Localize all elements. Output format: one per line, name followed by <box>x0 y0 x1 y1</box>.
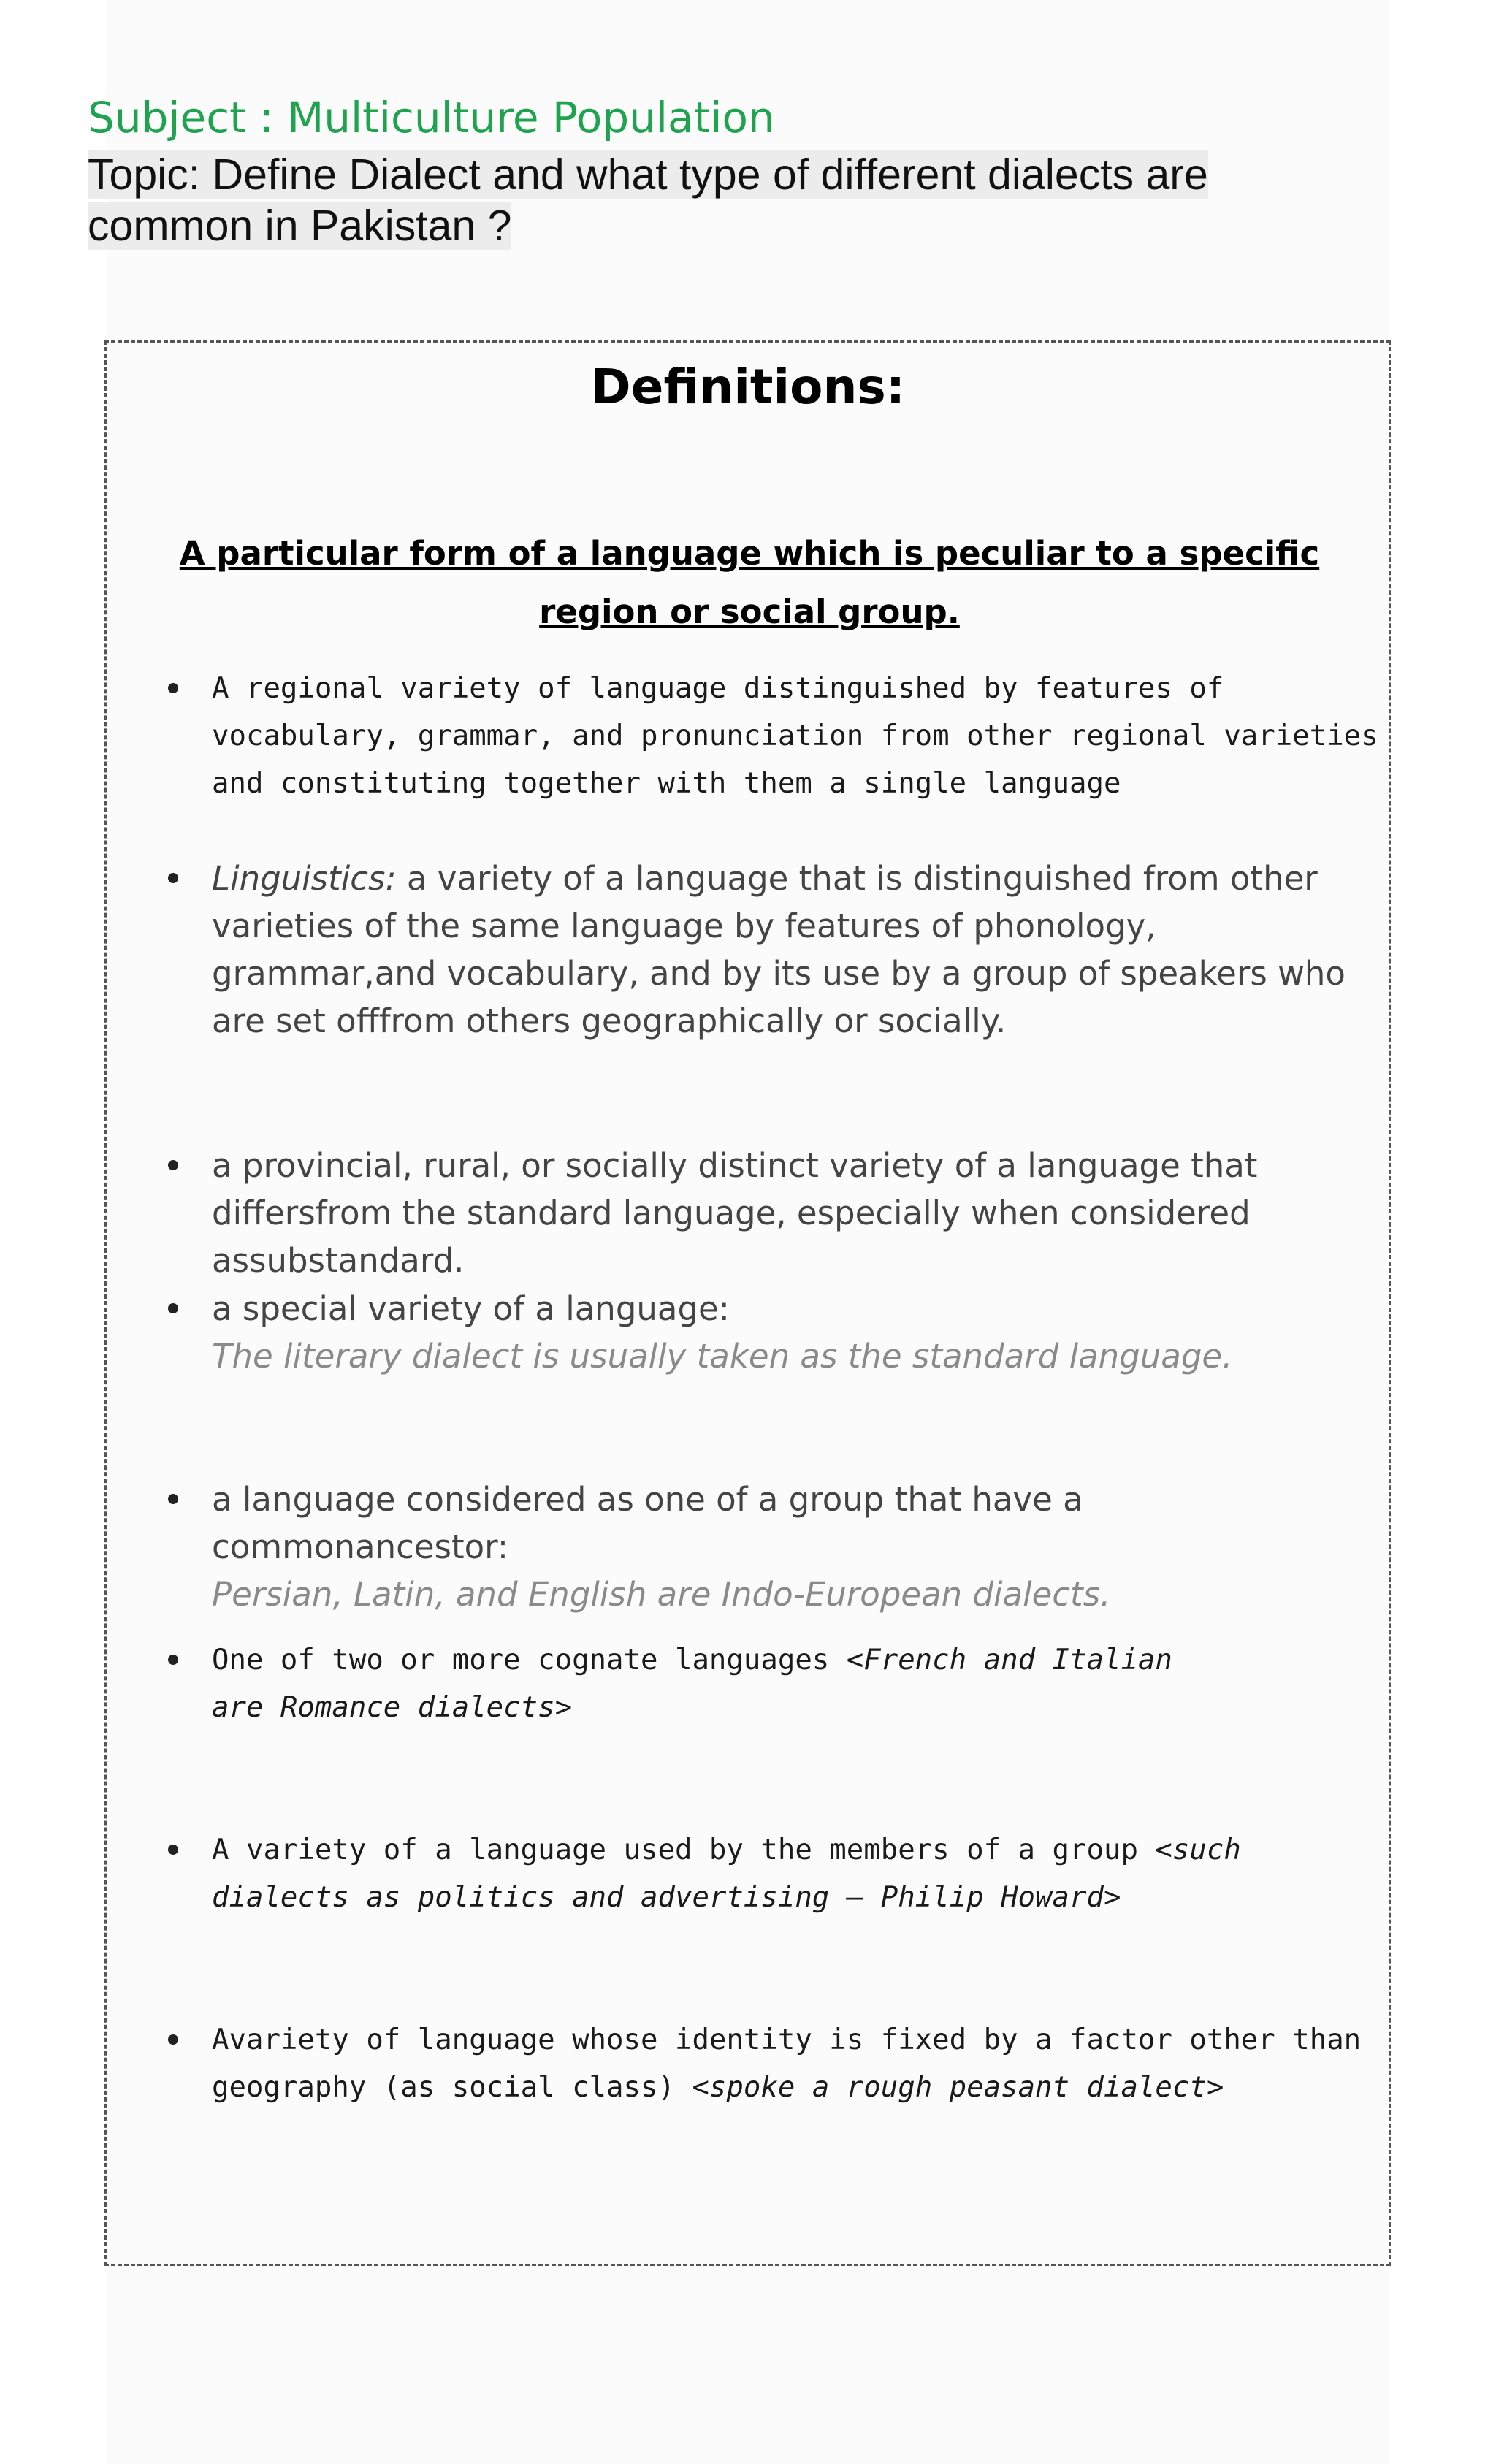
definition-item-1 <box>212 665 1381 807</box>
topic-heading <box>88 149 1271 251</box>
definition-item-3 <box>212 1142 1381 1284</box>
definition-example: <French and Italian are Romance dialects> <box>212 1644 1172 1724</box>
definition-text: a variety of a language that is distinguished from other varieties of the same language by features of phonology, grammar,and vocabulary, and by its use by a group of speakers who are set offfrom others geographically or socially. <box>212 859 1346 1040</box>
bullet-icon <box>168 1494 178 1504</box>
bullet-icon <box>168 2034 178 2045</box>
topic-text: Topic: Define Dialect and what type of different dialects are common in Pakistan ? <box>88 150 1208 250</box>
definition-item-6 <box>212 1636 1220 1731</box>
bullet-icon <box>168 1845 178 1855</box>
definition-text: a provincial, rural, or socially distinct variety of a language that differsfrom the standard language, especially when considered assubstandard. <box>212 1146 1258 1280</box>
bullet-icon <box>168 873 178 883</box>
main-definition: A particular form of a language which is peculiar to a specific region or social group. <box>179 534 1320 631</box>
bullet-icon <box>168 683 178 693</box>
bullet-icon <box>168 1303 178 1313</box>
definitions-title: Definitions: <box>590 359 906 415</box>
definition-example: The literary dialect is usually taken as the standard language. <box>212 1337 1233 1376</box>
definition-item-5 <box>212 1476 1381 1618</box>
definition-item-7 <box>212 1826 1381 1921</box>
definition-lead: Linguistics: <box>212 859 397 898</box>
definition-text: Avariety of language whose identity is fixed by a factor other than geography (as social class) <box>212 2024 1362 2104</box>
definition-item-8 <box>212 2016 1381 2111</box>
bullet-icon <box>168 1160 178 1170</box>
definition-item-2 <box>212 855 1381 1045</box>
definition-example: <such dialects as politics and advertising — Philip Howard> <box>212 1834 1241 1914</box>
definition-text: One of two or more cognate languages <box>212 1644 847 1677</box>
bullet-icon <box>168 1655 178 1665</box>
definition-example: Persian, Latin, and English are Indo-European dialects. <box>212 1575 1111 1614</box>
subject-heading: Subject : Multiculture Population <box>88 93 775 142</box>
definition-item-4 <box>212 1285 1381 1380</box>
definition-text: A regional variety of language distinguished by features of vocabulary, grammar, and pronunciation from other regional varieties and constituting together with them a single language <box>212 672 1378 800</box>
definition-text: a language considered as one of a group that have a commonancestor: <box>212 1480 1083 1566</box>
definition-text: a special variety of a language: <box>212 1289 730 1328</box>
definition-example: <spoke a rough peasant dialect> <box>692 2071 1224 2104</box>
definition-text: A variety of a language used by the members of a group <box>212 1834 1156 1866</box>
